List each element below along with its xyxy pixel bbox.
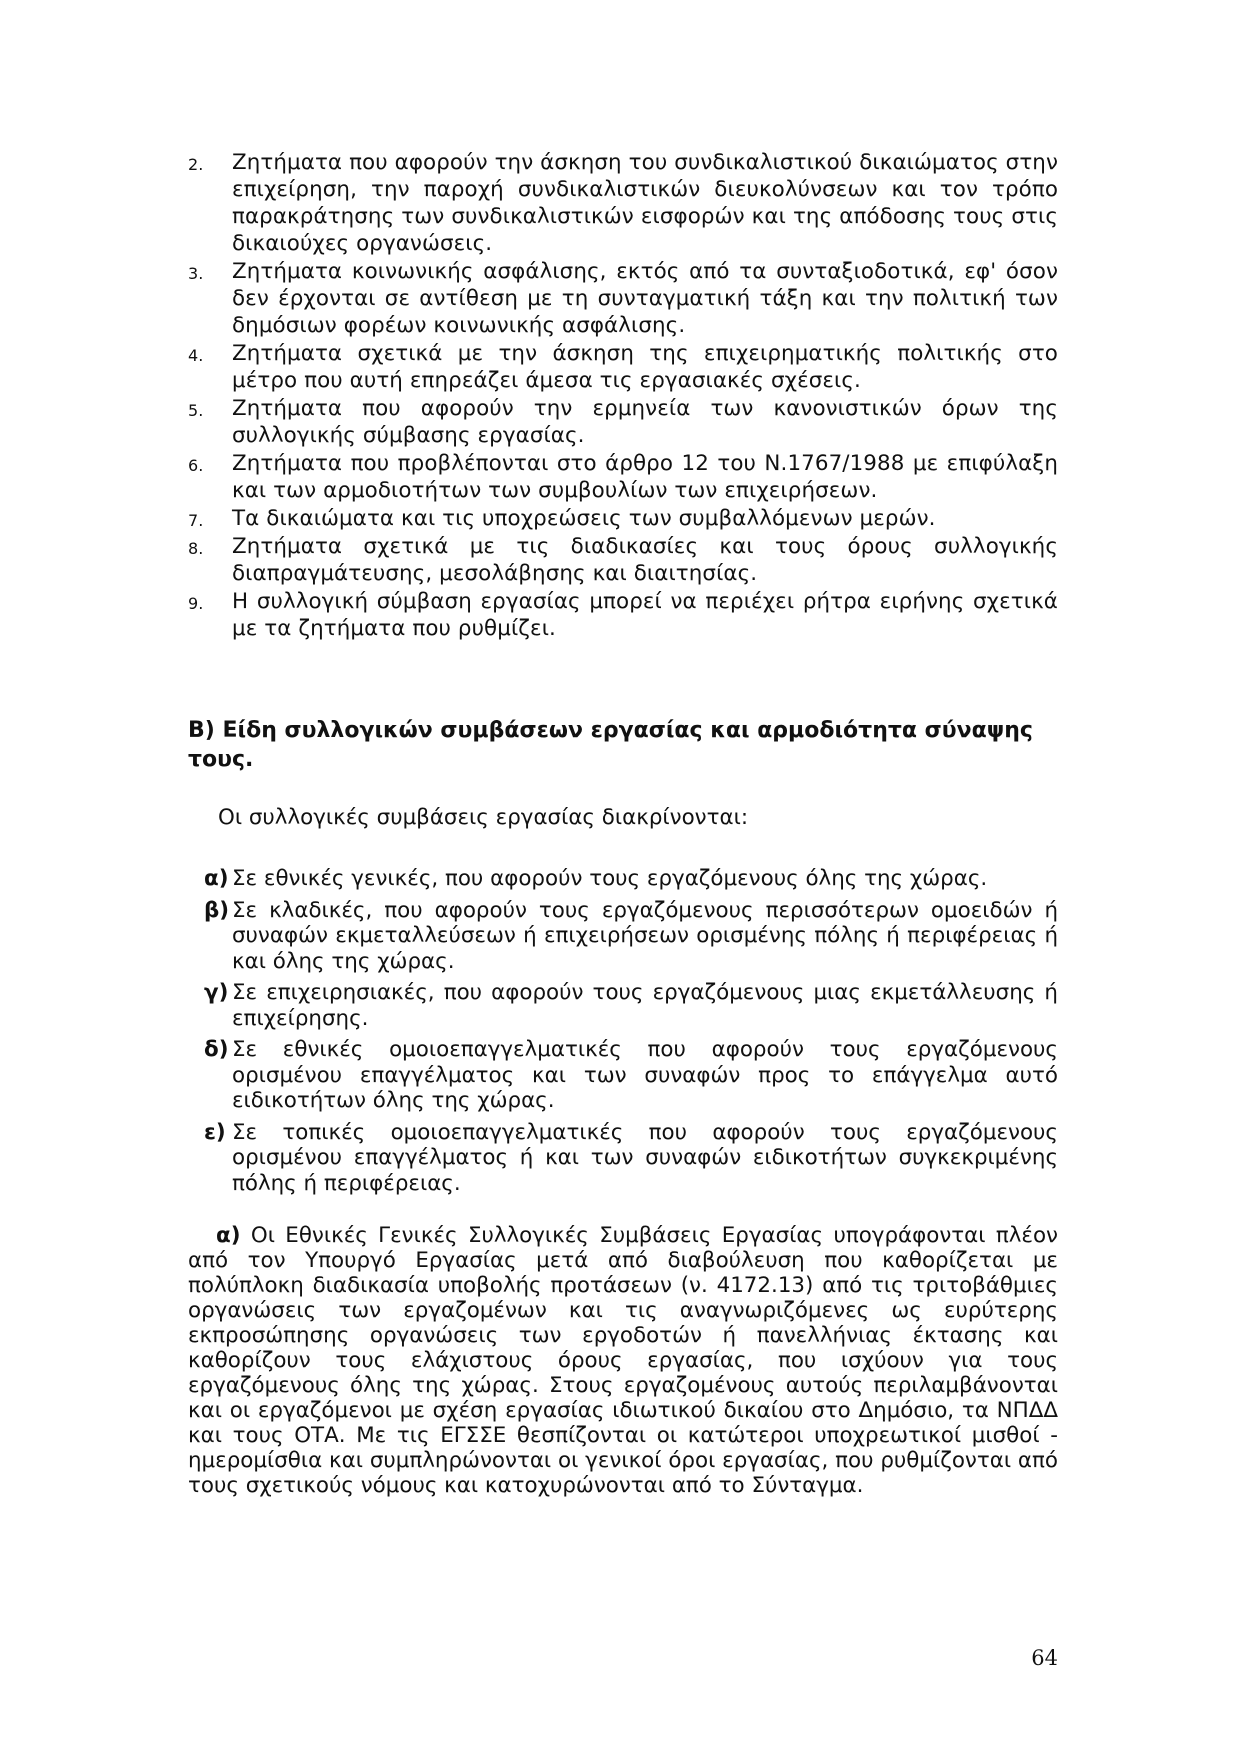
numbered-list (188, 149, 1058, 643)
list-item (188, 533, 1058, 587)
item-text: Σε εθνικές γενικές, που αφορούν τους εργαζόμενους όλης της χώρας. (232, 866, 988, 891)
item-text: Ζητήματα σχετικά με τις διαδικασίες και τους όρους συλλογικής διαπραγμάτευσης, μεσολάβησης και διαιτησίας. (232, 534, 1058, 586)
list-item (200, 980, 1058, 1031)
item-text: Ζητήματα που προβλέπονται στο άρθρο 12 του Ν.1767/1988 με επιφύλαξη και των αρμοδιοτήτων των συμβουλίων των επιχειρήσεων. (232, 451, 1058, 503)
item-number: 3. (188, 264, 204, 283)
item-text: Ζητήματα κοινωνικής ασφάλισης, εκτός από τα συνταξιοδοτικά, εφ' όσον δεν έρχονται σε αντίθεση με τη συνταγματική τάξη και την πολιτική των δημόσιων φορέων κοινωνικής ασφάλισης. (232, 259, 1058, 338)
paragraph-label: α) (216, 1223, 241, 1248)
list-item (188, 258, 1058, 339)
item-label: δ) (204, 1037, 229, 1062)
list-item (200, 1120, 1058, 1197)
item-text: Ζητήματα σχετικά με την άσκηση της επιχειρηματικής πολιτικής στο μέτρο που αυτή επηρεάζει άμεσα τις εργασιακές σχέσεις. (232, 341, 1058, 393)
body-paragraph (188, 1223, 1058, 1498)
item-number: 9. (188, 594, 204, 613)
item-text: Τα δικαιώματα και τις υποχρεώσεις των συμβαλλόμενων μερών. (232, 506, 936, 531)
item-number: 5. (188, 401, 204, 420)
list-item (188, 505, 1058, 532)
item-label: γ) (204, 980, 229, 1005)
list-item (200, 1037, 1058, 1114)
item-text: Η συλλογική σύμβαση εργασίας μπορεί να περιέχει ρήτρα ειρήνης σχετικά με τα ζητήματα που ρυθμίζει. (232, 589, 1058, 641)
list-item (188, 395, 1058, 449)
item-number: 2. (188, 155, 204, 174)
item-label: ε) (204, 1119, 226, 1145)
item-text: Ζητήματα που αφορούν την άσκηση του συνδικαλιστικού δικαιώματος στην επιχείρηση, την παροχή συνδικαλιστικών διευκολύνσεων και τον τρόπο παρακράτησης των συνδικαλιστικών εισφορών και της απόδοσης τους στις δικαιούχες οργανώσεις. (232, 150, 1058, 256)
paragraph-text: Οι Εθνικές Γενικές Συλλογικές Συμβάσεις Εργασίας υπογράφονται πλέον από τον Υπουργό Εργασίας μετά από διαβούλευση που καθορίζεται με πολύπλοκη διαδικασία υποβολής προτάσεων (ν. 4172.13) από τις τριτοβάθμιες οργανώσεις των εργαζομένων και τις αναγνωριζόμενες ως ευρύτερης εκπροσώπησης οργανώσεις των εργοδοτών ή πανελλήνιας έκτασης και καθορίζουν τους ελάχιστους όρους εργασίας, που ισχύουν για τους εργαζόμενους όλης της χώρας. Στους εργαζομένους αυτούς περιλαμβάνονται και οι εργαζόμενοι με σχέση εργασίας ιδιωτικού δικαίου στο Δημόσιο, τα ΝΠΔΔ και τους ΟΤΑ. Με τις ΕΓΣΣΕ θεσπίζονται οι κατώτεροι υποχρεωτικοί μισθοί - ημερομίσθια και συμπληρώνονται οι γενικοί όροι εργασίας, που ρυθμίζονται από τους σχετικούς νόμους και κατοχυρώνονται από το Σύνταγμα. (188, 1223, 1058, 1498)
page-number: 64 (1031, 1646, 1058, 1670)
item-number: 7. (188, 511, 204, 530)
item-number: 8. (188, 539, 204, 558)
list-item (188, 340, 1058, 394)
list-item (200, 866, 1058, 892)
item-text: Σε εθνικές ομοιοεπαγγελματικές που αφορούν τους εργαζόμενους ορισμένου επαγγέλματος και των συναφών προς το επάγγελμα αυτό ειδικοτήτων όλης της χώρας. (232, 1037, 1058, 1113)
list-item (188, 588, 1058, 642)
item-number: 6. (188, 456, 204, 475)
list-item (188, 450, 1058, 504)
item-label: α) (204, 866, 229, 891)
section-heading: Β) Είδη συλλογικών συμβάσεων εργασίας και αρμοδιότητα σύναψης τους. (188, 718, 1033, 772)
item-text: Ζητήματα που αφορούν την ερμηνεία των κανονιστικών όρων της συλλογικής σύμβασης εργασίας. (232, 396, 1058, 448)
item-text: Σε τοπικές ομοιοεπαγγελματικές που αφορούν τους εργαζόμενους ορισμένου επαγγέλματος ή και των συναφών ειδικοτήτων συγκεκριμένης πόλης ή περιφέρειας. (232, 1119, 1058, 1196)
list-item (200, 898, 1058, 975)
list-item (188, 149, 1058, 257)
item-label: β) (204, 897, 230, 923)
item-number: 4. (188, 346, 204, 365)
lettered-list (200, 866, 1058, 1202)
item-text: Σε επιχειρησιακές, που αφορούν τους εργαζόμενους μιας εκμετάλλευσης ή επιχείρησης. (232, 980, 1058, 1031)
section-intro: Οι συλλογικές συμβάσεις εργασίας διακρίνονται: (218, 805, 749, 830)
item-text: Σε κλαδικές, που αφορούν τους εργαζόμενους περισσότερων ομοειδών ή συναφών εκμεταλλεύσεων ή επιχειρήσεων ορισμένης πόλης ή περιφέρειας ή και όλης της χώρας. (232, 897, 1058, 974)
